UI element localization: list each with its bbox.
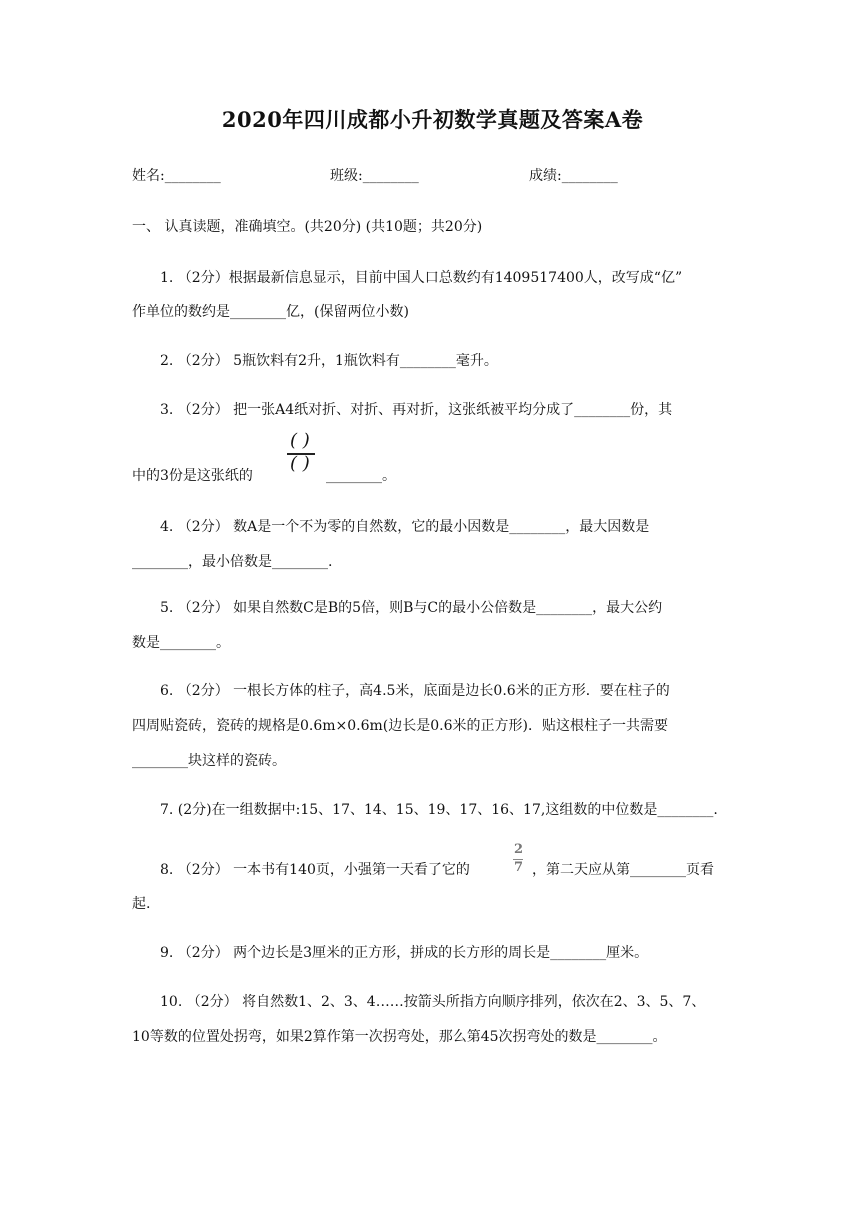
section-heading: 一、 认真读题，准确填空。(共20分) (共10题；共20分)	[132, 219, 483, 235]
question-9-line-1: 9. （2分） 两个边长是3厘米的正方形，拼成的长方形的周长是________厘米。	[160, 945, 649, 961]
blank-fraction-symbol	[284, 432, 318, 476]
question-8-line-1: 8. （2分） 一本书有140页，小强第一天看了它的	[160, 862, 470, 878]
question-8-line-3: 起.	[132, 896, 151, 912]
question-3-line-2: 中的3份是这张纸的	[132, 468, 253, 484]
question-8-line-2: ，第二天应从第________页看	[532, 862, 714, 878]
class-field: 班级:________	[330, 168, 419, 184]
question-2-line-1: 2. （2分） 5瓶饮料有2升，1瓶饮料有________毫升。	[160, 353, 498, 369]
question-7-line-1: 7. (2分)在一组数据中:15、17、14、15、19、17、16、17,这组数的中位数是________.	[160, 802, 718, 818]
question-1-line-1: 1. （2分）根据最新信息显示，目前中国人口总数约有1409517400人，改写成“亿”	[160, 270, 683, 286]
question-5-line-1: 5. （2分） 如果自然数C是B的5倍，则B与C的最小公倍数是________，最大公约	[160, 600, 663, 616]
fraction-numerator: 2	[514, 842, 524, 857]
question-4-line-1: 4. （2分） 数A是一个不为零的自然数，它的最小因数是________，最大因数是	[160, 519, 650, 535]
question-4-line-2: ________，最小倍数是________.	[132, 554, 333, 570]
score-field: 成绩:________	[529, 168, 618, 184]
fraction-numerator: ( )	[290, 430, 310, 451]
fraction-denominator: ( )	[290, 453, 310, 474]
question-3-line-3: ________。	[326, 468, 396, 484]
page-title: 2020年四川成都小升初数学真题及答案A卷	[221, 107, 644, 132]
question-6-line-2: 四周贴瓷砖，瓷砖的规格是0.6m×0.6m(边长是0.6米的正方形)．贴这根柱子一共需要	[132, 718, 668, 734]
question-10-line-1: 10. （2分） 将自然数1、2、3、4……按箭头所指方向顺序排列，依次在2、3、5、7、	[160, 994, 706, 1010]
question-6-line-3: ________块这样的瓷砖。	[132, 753, 286, 769]
question-1-line-2: 作单位的数约是________亿，(保留两位小数)	[132, 304, 409, 320]
question-3-line-1: 3. （2分） 把一张A4纸对折、对折、再对折，这张纸被平均分成了________份，其	[160, 402, 673, 418]
question-5-line-2: 数是________。	[132, 635, 230, 651]
question-10-line-2: 10等数的位置处拐弯，如果2算作第一次拐弯处，那么第45次拐弯处的数是________。	[132, 1029, 667, 1045]
two-sevenths-fraction	[510, 842, 526, 878]
question-6-line-1: 6. （2分） 一根长方体的柱子，高4.5米，底面是边长0.6米的正方形．要在柱子的	[160, 683, 670, 699]
name-field: 姓名:________	[132, 168, 221, 184]
fraction-denominator: 7	[514, 860, 524, 875]
